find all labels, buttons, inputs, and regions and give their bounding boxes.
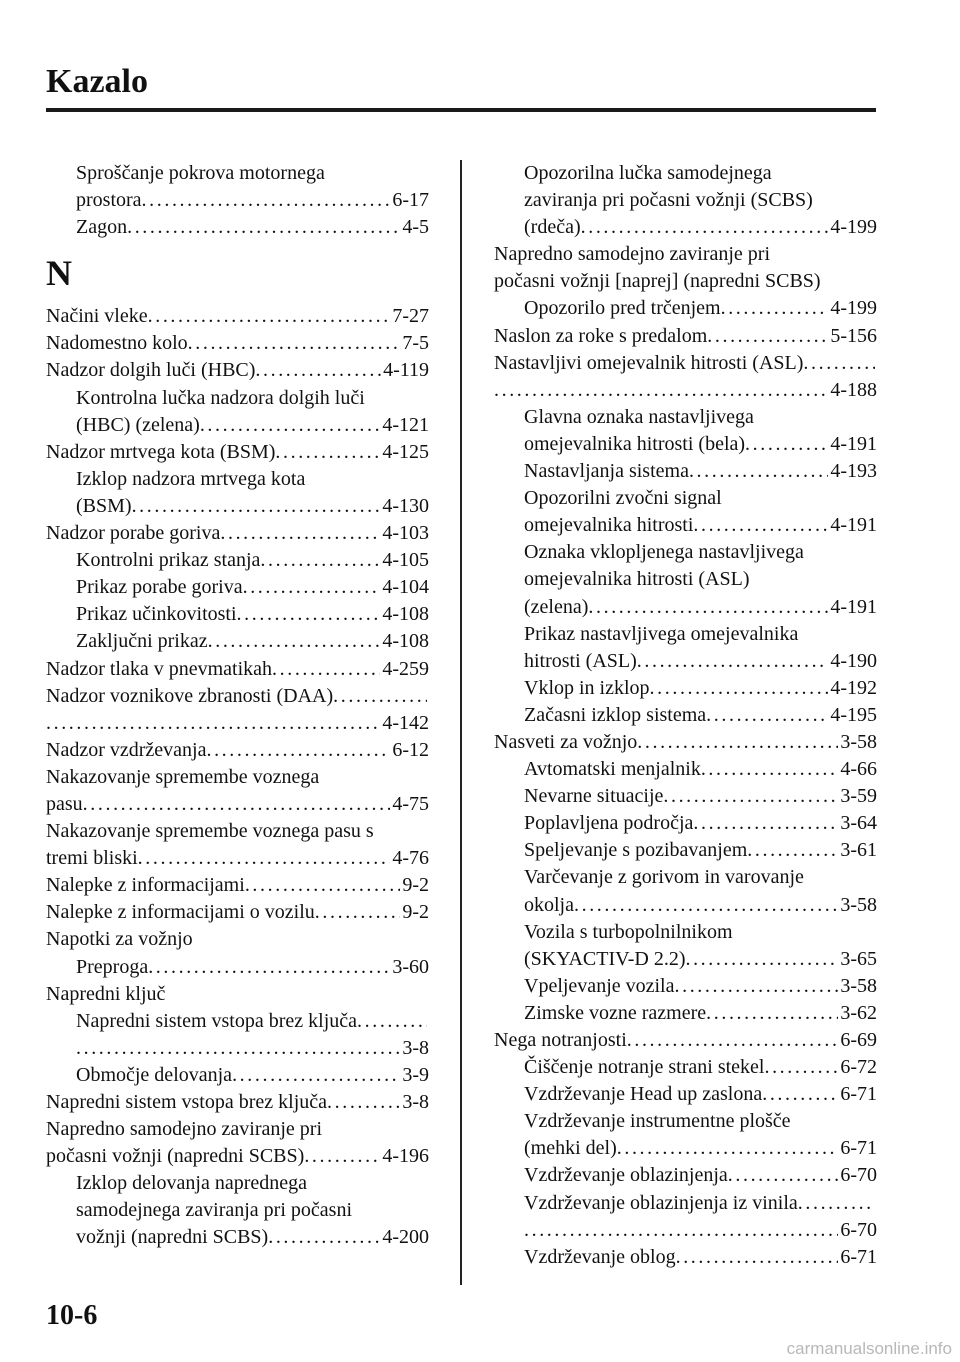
dot-leader	[701, 756, 839, 783]
dot-leader	[46, 710, 380, 737]
index-entry	[494, 837, 877, 864]
index-entry	[46, 574, 429, 601]
index-entry	[46, 872, 429, 899]
dot-leader	[721, 295, 829, 322]
index-entry	[46, 899, 429, 926]
index-entry-text: Vzdrževanje oblazinjenja	[524, 1164, 728, 1187]
index-entry	[46, 1197, 429, 1224]
dot-leader	[693, 810, 838, 837]
index-entry-text: (rdeča)	[524, 216, 581, 239]
index-entry	[46, 1035, 429, 1062]
index-entry-text: Začasni izklop sistema	[524, 703, 707, 726]
index-entry-page: 3-58	[840, 730, 877, 753]
index-entry-page: 4-191	[830, 432, 877, 455]
index-entry-page: 4-121	[382, 413, 429, 436]
index-entry-page: 4-66	[840, 758, 877, 781]
index-entry-page: 6-17	[392, 189, 429, 212]
page-number: 10-6	[46, 1300, 98, 1331]
index-entry	[494, 566, 877, 593]
index-entry	[46, 1116, 429, 1143]
index-entry-text: Vzdrževanje oblazinjenja iz vinila	[524, 1191, 798, 1214]
index-entry-page: 4-199	[830, 297, 877, 320]
index-entry-text: Vzdrževanje Head up zaslona	[524, 1083, 763, 1106]
index-entry-text: Izklop delovanja naprednega	[76, 1172, 308, 1195]
index-entry-text: Nadzor porabe goriva	[46, 522, 221, 545]
index-entry-page: 4-196	[382, 1145, 429, 1168]
dot-leader	[637, 729, 838, 756]
index-entry	[46, 737, 429, 764]
index-entry-page: 6-71	[840, 1083, 877, 1106]
index-entry	[494, 1027, 877, 1054]
dot-leader	[663, 783, 838, 810]
dot-leader	[315, 899, 401, 926]
dot-leader	[268, 1224, 380, 1251]
index-entry-text: počasni vožnji (napredni SCBS)	[46, 1145, 305, 1168]
index-entry-page: 6-70	[840, 1218, 877, 1241]
index-entry-page: 4-200	[382, 1226, 429, 1249]
index-entry-text: Vklop in izklop	[524, 676, 650, 699]
index-entry-page: 3-9	[402, 1063, 429, 1086]
index-entry-text: omejevalnika hitrosti (ASL)	[524, 568, 750, 591]
index-entry-text: omejevalnika hitrosti (bela)	[524, 432, 746, 455]
index-entry-text: Nastavljivi omejevalnik hitrosti (ASL)	[494, 351, 804, 374]
index-entry	[494, 756, 877, 783]
index-entry-text: Nega notranjosti	[494, 1029, 627, 1051]
index-entry	[494, 1244, 877, 1271]
index-entry-page: 4-76	[392, 847, 429, 870]
dot-leader	[245, 872, 401, 899]
dot-leader	[188, 330, 401, 357]
index-entry	[494, 1162, 877, 1189]
dot-leader	[333, 683, 427, 710]
index-entry	[494, 485, 877, 512]
index-entry-text: Opozorilni zvočni signal	[524, 487, 722, 510]
index-entry	[494, 323, 877, 350]
index-entry	[46, 601, 429, 628]
dot-leader	[693, 512, 828, 539]
index-entry	[46, 493, 429, 520]
index-entry	[494, 458, 877, 485]
index-entry-text: Poplavljena področja	[524, 812, 694, 835]
dot-leader	[127, 214, 400, 241]
index-entry-text: (HBC) (zelena)	[76, 413, 200, 436]
index-entry	[494, 729, 877, 756]
index-entry-text: Nastavljanja sistema	[524, 460, 689, 483]
index-entry	[494, 1190, 877, 1217]
index-entry-text: Načini vleke	[46, 305, 148, 328]
index-entry	[494, 1108, 877, 1135]
index-entry	[46, 628, 429, 655]
dot-leader	[798, 1190, 875, 1217]
index-entry-text: Vpeljevanje vozila	[524, 974, 675, 997]
dot-leader	[304, 1143, 380, 1170]
index-entry	[46, 1089, 429, 1116]
index-entry	[494, 241, 877, 268]
watermark: carmanualsonline.info	[786, 1339, 952, 1358]
index-entry-page: 9-2	[402, 874, 429, 897]
dot-leader	[260, 547, 380, 574]
index-entry-text: Napredno samodejno zaviranje pri	[46, 1118, 323, 1141]
index-entry-page: 4-108	[382, 603, 429, 626]
index-entry-page: 4-5	[402, 216, 429, 239]
dot-leader	[200, 412, 381, 439]
index-entry-text: (mehki del)	[524, 1137, 617, 1160]
index-entry	[494, 1000, 877, 1027]
index-entry-text: Nadomestno kolo	[46, 332, 188, 355]
index-entry-text: Nadzor dolgih luči (HBC)	[46, 359, 256, 382]
index-entry-text: pasu	[46, 792, 83, 815]
index-entry	[494, 1217, 877, 1244]
index-entry-text: Nevarne situacije	[524, 785, 664, 808]
index-entry	[494, 702, 877, 729]
index-entry-text: Glavna oznaka nastavljivega	[524, 405, 754, 428]
index-entry-page: 4-105	[382, 549, 429, 572]
index-entry-text: Nalepke z informacijami o vozilu	[46, 901, 315, 924]
index-entry-text: Vzdrževanje oblog	[524, 1245, 676, 1268]
index-entry-text: Nalepke z informacijami	[46, 874, 245, 897]
dot-leader	[327, 1089, 400, 1116]
index-entry-page: 4-103	[382, 522, 429, 545]
index-entry-text: Zaključni prikaz	[76, 630, 208, 653]
index-entry	[494, 648, 877, 675]
dot-leader	[637, 648, 829, 675]
dot-leader	[706, 702, 828, 729]
index-entry-text: Opozorilna lučka samodejnega	[524, 162, 772, 184]
dot-leader	[148, 303, 391, 330]
column-divider	[460, 160, 462, 1285]
dot-leader	[220, 520, 380, 547]
index-entry-text: Speljevanje s pozibavanjem	[524, 839, 748, 862]
index-entry-text: Oznaka vklopljenega nastavljivega	[524, 541, 804, 564]
index-entry-page: 4-75	[392, 792, 429, 815]
index-entry	[494, 268, 877, 295]
index-entry	[46, 412, 429, 439]
index-entry-text: Čiščenje notranje strani stekel	[524, 1056, 765, 1079]
dot-leader	[803, 350, 875, 377]
index-entry-text: (zelena)	[524, 595, 589, 618]
index-entry-page: 4-191	[830, 595, 877, 618]
index-entry	[46, 385, 429, 412]
index-entry-text: samodejnega zaviranja pri počasni	[76, 1199, 352, 1222]
header-rule	[46, 108, 876, 112]
dot-leader	[132, 493, 381, 520]
index-entry	[46, 466, 429, 493]
index-entry	[46, 1170, 429, 1197]
index-entry	[494, 621, 877, 648]
dot-leader	[524, 1217, 838, 1244]
index-entry-text: omejevalnika hitrosti	[524, 514, 694, 537]
index-entry-page: 4-199	[830, 216, 877, 239]
dot-leader	[617, 1135, 839, 1162]
index-entry-text: Avtomatski menjalnik	[524, 758, 701, 781]
index-entry-page: 4-259	[382, 657, 429, 680]
index-entry	[494, 1054, 877, 1081]
index-entry	[494, 295, 877, 322]
index-entry	[46, 764, 429, 791]
dot-leader	[745, 431, 828, 458]
index-entry	[494, 946, 877, 973]
index-entry	[494, 973, 877, 1000]
index-entry	[46, 981, 429, 1008]
index-entry-page: 4-193	[830, 460, 877, 483]
index-entry-page: 4-191	[830, 514, 877, 537]
index-entry-page: 3-62	[840, 1001, 877, 1024]
index-entry-text: hitrosti (ASL)	[524, 649, 637, 672]
index-entry	[46, 791, 429, 818]
index-column-left	[46, 160, 429, 1252]
index-column-right	[494, 160, 877, 1271]
index-entry	[46, 1143, 429, 1170]
index-entry	[46, 926, 429, 953]
index-entry-text: Nadzor mrtvega kota (BSM)	[46, 440, 276, 463]
index-entry	[494, 512, 877, 539]
index-entry	[494, 431, 877, 458]
dot-leader	[255, 357, 381, 384]
index-entry	[494, 810, 877, 837]
dot-leader	[650, 675, 829, 702]
index-entry	[494, 350, 877, 377]
dot-leader	[588, 594, 828, 621]
index-entry	[46, 160, 429, 187]
dot-leader	[142, 187, 391, 214]
page-title: Kazalo	[46, 63, 148, 100]
dot-leader	[83, 791, 391, 818]
index-entry	[46, 656, 429, 683]
dot-leader	[685, 946, 838, 973]
index-entry-page: 4-119	[383, 359, 429, 382]
index-entry-text: Kontrolni prikaz stanja	[76, 549, 261, 572]
index-entry-text: Prikaz porabe goriva	[76, 576, 243, 599]
index-entry	[46, 330, 429, 357]
index-entry-text: Napredni sistem vstopa brez ključa	[46, 1091, 328, 1113]
index-entry	[46, 547, 429, 574]
index-entry-text: tremi bliski	[46, 847, 138, 870]
index-entry	[46, 710, 429, 737]
index-entry-text: Zimske vozne razmere	[524, 1001, 707, 1024]
index-entry	[494, 783, 877, 810]
index-entry-text: Izklop nadzora mrtvega kota	[76, 467, 306, 490]
index-entry-text: okolja	[524, 893, 574, 916]
index-entry-page: 6-69	[840, 1029, 877, 1051]
index-entry	[494, 539, 877, 566]
index-entry-text: Območje delovanja	[76, 1063, 233, 1086]
index-entry	[494, 1081, 877, 1108]
index-entry-text: Nadzor tlaka v pnevmatikah	[46, 657, 273, 680]
index-entry-text: Vzdrževanje instrumentne plošče	[524, 1110, 791, 1133]
dot-leader	[148, 954, 390, 981]
index-entry-text: Varčevanje z gorivom in varovanje	[524, 866, 804, 889]
index-entry-text: Nakazovanje spremembe voznega	[46, 765, 320, 788]
index-entry-page: 4-104	[382, 576, 429, 599]
index-entry	[46, 187, 429, 214]
index-entry-page: 3-65	[840, 947, 877, 970]
index-entry-page: 6-70	[840, 1164, 877, 1187]
dot-leader	[494, 377, 828, 404]
index-entry-text: Nadzor vzdrževanja	[46, 738, 207, 761]
dot-leader	[243, 574, 381, 601]
index-entry	[46, 214, 429, 241]
index-entry-text: (BSM)	[76, 494, 132, 517]
index-entry-text: (SKYACTIV-D 2.2)	[524, 947, 686, 970]
index-entry-text: Sproščanje pokrova motornega	[76, 162, 325, 184]
index-entry-page: 7-5	[402, 332, 429, 355]
dot-leader	[237, 601, 381, 628]
index-entry	[494, 377, 877, 404]
dot-leader	[706, 1000, 838, 1027]
index-entry	[46, 1008, 429, 1035]
dot-leader	[206, 737, 390, 764]
index-entry-text: Nasveti za vožnjo	[494, 730, 638, 753]
index-entry-text: Kontrolna lučka nadzora dolgih luči	[76, 386, 365, 409]
index-entry-page: 3-58	[840, 893, 877, 916]
index-entry	[494, 594, 877, 621]
dot-leader	[675, 973, 839, 1000]
index-entry-text: Nadzor voznikove zbranosti (DAA)	[46, 684, 334, 707]
index-entry	[494, 404, 877, 431]
index-entry-page: 4-195	[830, 703, 877, 726]
index-entry	[494, 1135, 877, 1162]
dot-leader	[764, 1054, 838, 1081]
index-entry	[46, 520, 429, 547]
index-entry	[46, 1062, 429, 1089]
index-entry-page: 3-60	[392, 955, 429, 978]
index-entry-text: Opozorilo pred trčenjem	[524, 297, 721, 320]
dot-leader	[689, 458, 828, 485]
index-entry-text: Naslon za roke s predalom	[494, 324, 708, 347]
index-entry-page: 3-59	[840, 785, 877, 808]
index-entry-page: 4-190	[830, 649, 877, 672]
index-entry-text: počasni vožnji [naprej] (napredni SCBS)	[494, 270, 821, 293]
index-entry	[46, 439, 429, 466]
index-entry-page: 6-12	[392, 738, 429, 761]
index-entry	[46, 818, 429, 845]
dot-leader	[574, 892, 838, 919]
dot-leader	[747, 837, 838, 864]
index-entry-text: prostora	[76, 189, 142, 212]
index-entry-page: 3-64	[840, 812, 877, 835]
index-entry-text: Prikaz nastavljivega omejevalnika	[524, 622, 799, 645]
index-entry-text: Napotki za vožnjo	[46, 928, 193, 951]
dot-leader	[728, 1162, 839, 1189]
index-entry-text: Vozila s turbopolnilnikom	[524, 920, 733, 943]
index-entry-page: 6-72	[840, 1056, 877, 1079]
index-entry-text: Preproga	[76, 955, 149, 978]
index-letter-heading: N	[46, 253, 72, 294]
index-entry-page: 3-8	[402, 1036, 429, 1059]
index-entry-page: 3-61	[840, 839, 877, 862]
index-entry-page: 4-130	[382, 494, 429, 517]
dot-leader	[208, 628, 381, 655]
index-entry	[494, 675, 877, 702]
index-entry	[46, 303, 429, 330]
dot-leader	[707, 323, 828, 350]
index-entry-page: 5-156	[830, 324, 877, 347]
index-entry	[46, 683, 429, 710]
dot-leader	[676, 1244, 839, 1271]
index-entry-page: 4-192	[830, 676, 877, 699]
dot-leader	[232, 1062, 400, 1089]
index-entry-text: Zagon	[76, 216, 128, 239]
dot-leader	[581, 214, 829, 241]
index-entry-page: 6-71	[840, 1245, 877, 1268]
index-entry	[494, 864, 877, 891]
dot-leader	[76, 1035, 400, 1062]
index-entry-page: 3-8	[402, 1091, 429, 1113]
dot-leader	[272, 656, 380, 683]
index-entry-page: 4-188	[830, 378, 877, 401]
index-entry	[46, 845, 429, 872]
index-entry-page: 4-108	[382, 630, 429, 653]
index-entry-text: Napredno samodejno zaviranje pri	[494, 243, 771, 266]
index-entry	[494, 187, 877, 214]
index-entry-text: Napredni sistem vstopa brez ključa	[76, 1009, 358, 1032]
index-entry-page: 4-125	[382, 440, 429, 463]
dot-leader	[275, 439, 380, 466]
index-entry-page: 6-71	[840, 1137, 877, 1160]
index-entry	[494, 160, 877, 187]
dot-leader	[762, 1081, 838, 1108]
index-entry-page: 9-2	[402, 901, 429, 924]
index-entry-page: 4-142	[382, 711, 429, 734]
index-entry-text: Napredni ključ	[46, 982, 166, 1005]
index-entry	[46, 1224, 429, 1251]
index-entry-page: 7-27	[392, 305, 429, 328]
index-entry-page: 3-58	[840, 974, 877, 997]
index-entry-text: zaviranja pri počasni vožnji (SCBS)	[524, 189, 813, 212]
index-entry-text: Prikaz učinkovitosti	[76, 603, 237, 626]
index-entry	[494, 892, 877, 919]
dot-leader	[357, 1008, 427, 1035]
index-entry	[46, 954, 429, 981]
index-entry-text: vožnji (napredni SCBS)	[76, 1226, 269, 1249]
index-entry-text: Nakazovanje spremembe voznega pasu s	[46, 820, 374, 843]
index-entry	[494, 214, 877, 241]
index-entry	[46, 357, 429, 384]
dot-leader	[138, 845, 391, 872]
dot-leader	[627, 1027, 839, 1054]
index-entry	[494, 919, 877, 946]
